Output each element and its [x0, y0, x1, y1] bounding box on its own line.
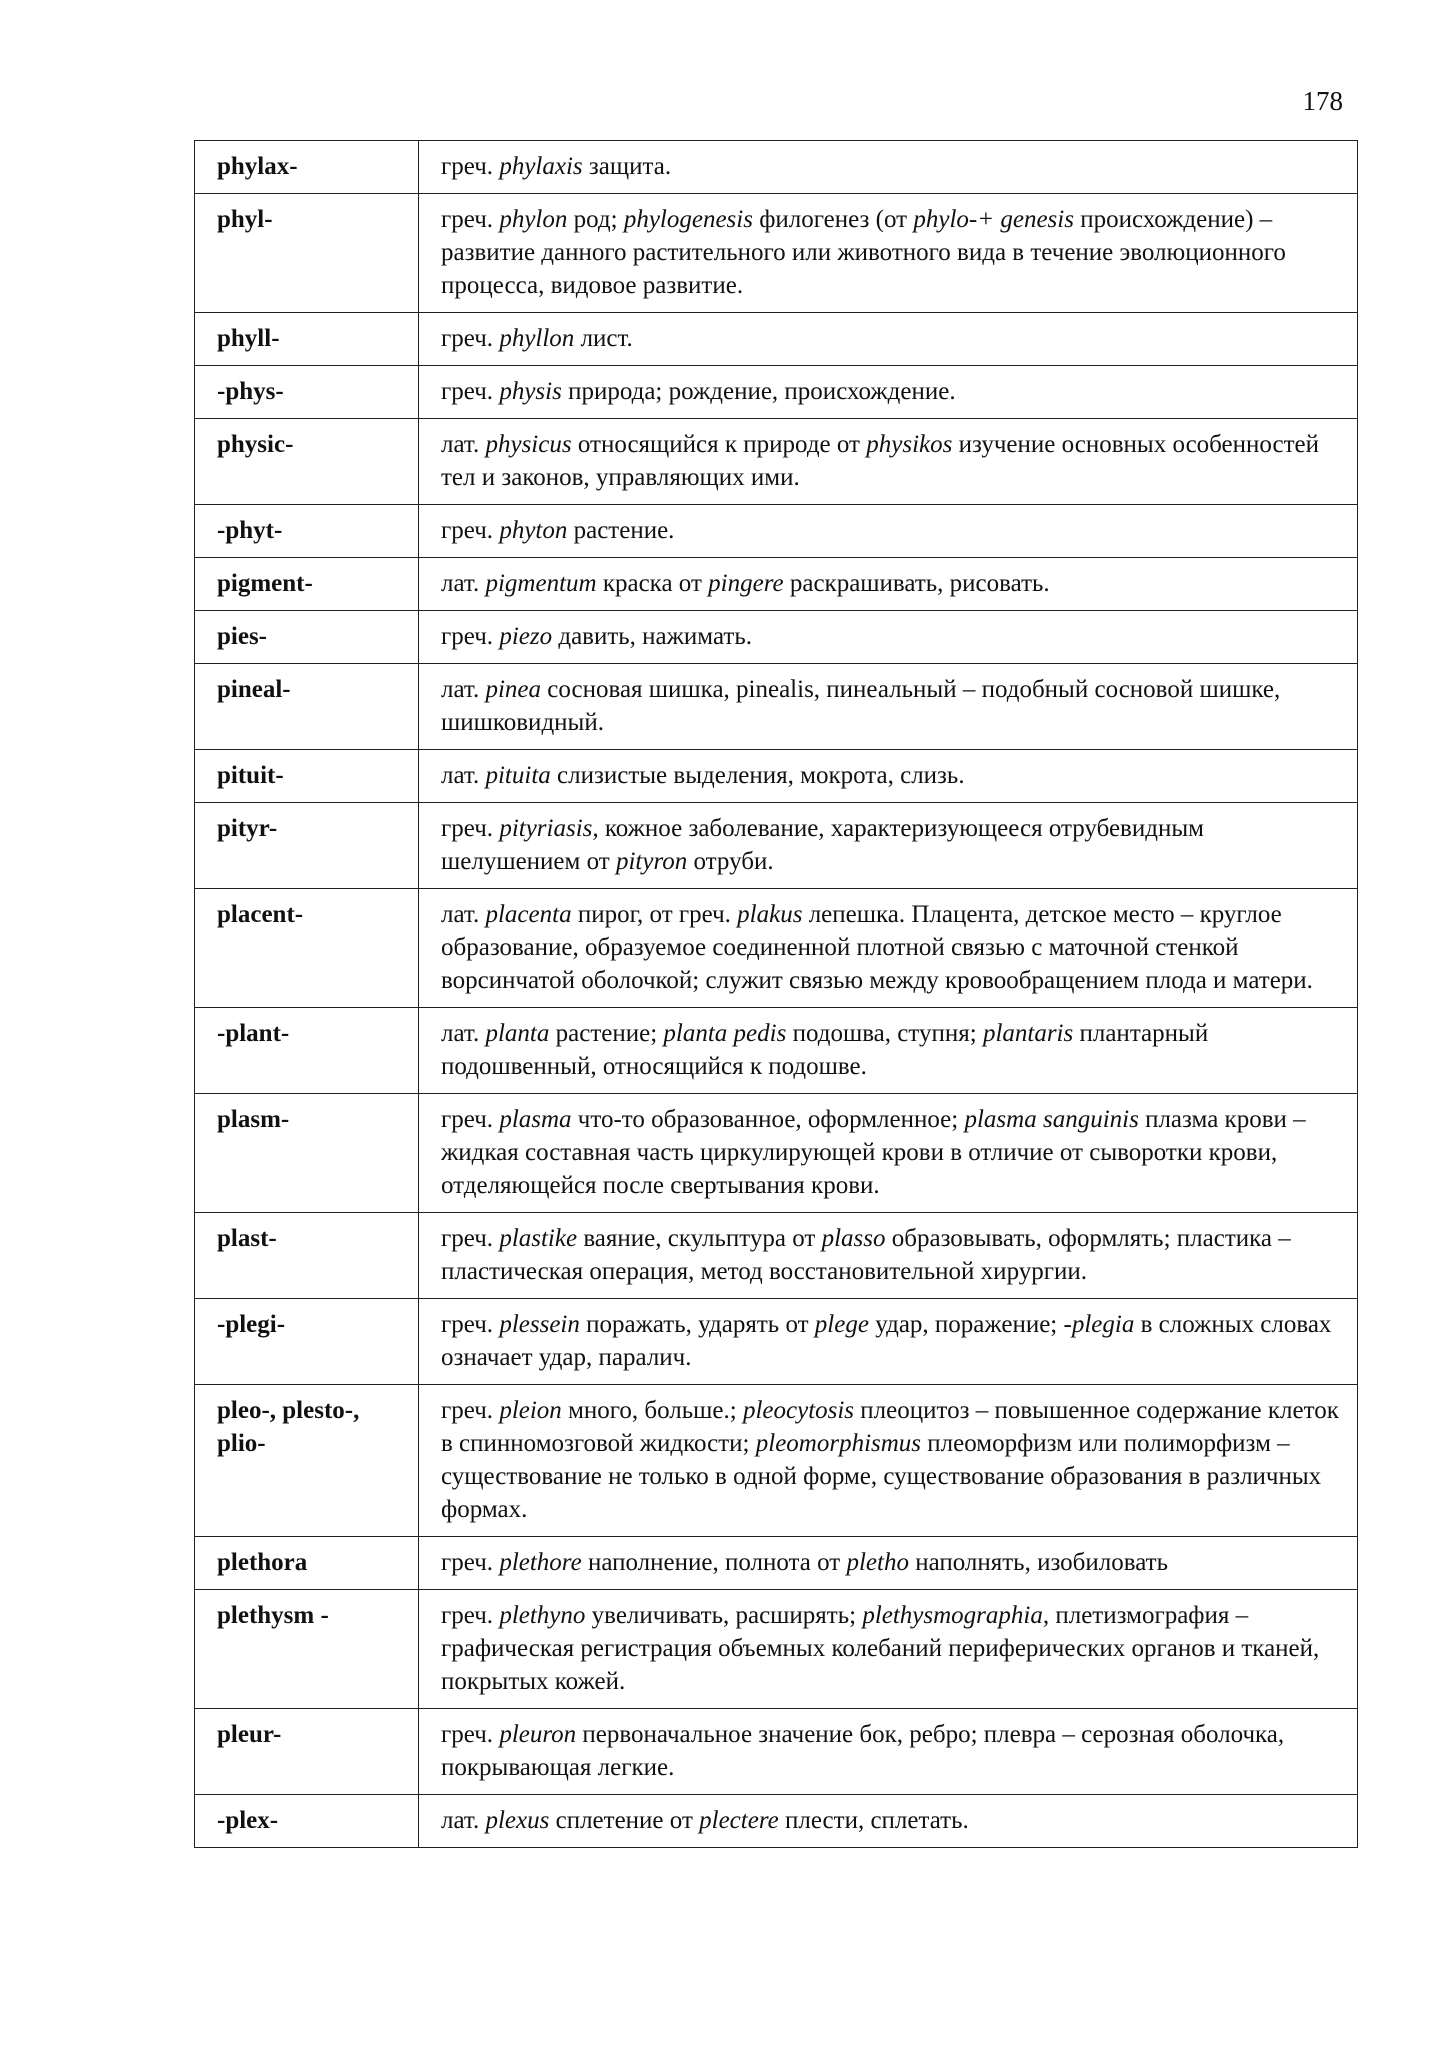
definition-text: род;	[567, 206, 624, 233]
italic-term: piezo	[499, 623, 553, 650]
term-cell: -plant-	[195, 1008, 419, 1094]
table-row	[195, 1590, 1358, 1709]
term-cell: plethysm -	[195, 1590, 419, 1709]
table-row	[195, 1709, 1358, 1795]
table-row	[195, 889, 1358, 1008]
definition-text: раскрашивать, рисовать.	[783, 570, 1050, 597]
italic-term: pigmentum	[485, 570, 597, 597]
table-row	[195, 366, 1358, 419]
table-row	[195, 1537, 1358, 1590]
italic-term: phylaxis	[499, 153, 583, 180]
definition-cell	[419, 366, 1358, 419]
definition-text: греч.	[441, 1549, 500, 1576]
table-row	[195, 664, 1358, 750]
term-cell: plast-	[195, 1213, 419, 1299]
italic-term: pleion	[499, 1397, 562, 1424]
definition-text: увеличивать, расширять;	[585, 1602, 863, 1629]
definition-text: плеоцитоз – повышенное содержание клеток в спинномозговой жидкости;	[441, 1397, 1339, 1457]
definition-text: давить, нажимать.	[552, 623, 752, 650]
table-row	[195, 750, 1358, 803]
term-cell: pituit-	[195, 750, 419, 803]
term-cell: phylax-	[195, 141, 419, 194]
term-cell: pityr-	[195, 803, 419, 889]
definition-text: изучение основных особенностей тел и законов, управляющих ими.	[441, 431, 1320, 491]
definition-text: много, больше.;	[561, 1397, 743, 1424]
table-row	[195, 803, 1358, 889]
definition-text: лист.	[574, 325, 633, 352]
term-cell: -plex-	[195, 1795, 419, 1848]
definition-text: подошва, ступня;	[786, 1020, 983, 1047]
definition-text: происхождение) – развитие данного растительного или животного вида в течение эволюционного процесса, видовое развитие.	[441, 206, 1286, 299]
definition-text: плантарный подошвенный, относящийся к подошве.	[441, 1020, 1209, 1080]
term-cell: phyll-	[195, 313, 419, 366]
definition-text: греч.	[441, 1397, 500, 1424]
definition-cell	[419, 1537, 1358, 1590]
italic-term: physikos	[866, 431, 953, 458]
italic-term: physis	[499, 378, 562, 405]
term-cell: placent-	[195, 889, 419, 1008]
definition-cell	[419, 419, 1358, 505]
table-row	[195, 1299, 1358, 1385]
term-cell: plethora	[195, 1537, 419, 1590]
definition-text: лепешка. Плацента, детское место – круглое образование, образуемое соединенной плотной связью с маточной стенкой ворсинчатой оболочкой; служит связью между кровообращением плода и матери.	[441, 901, 1313, 994]
definition-text: наполнение, полнота от	[581, 1549, 847, 1576]
definition-text: первоначальное значение бок, ребро; плевра – серозная оболочка, покрывающая легкие.	[441, 1721, 1285, 1781]
page-number: 178	[1302, 86, 1343, 116]
definition-text: филогенез (от	[752, 206, 914, 233]
term-cell: pies-	[195, 611, 419, 664]
term-cell: pigment-	[195, 558, 419, 611]
definition-text: греч.	[441, 815, 500, 842]
term-cell: -phys-	[195, 366, 419, 419]
italic-term: plakus	[737, 901, 803, 928]
definition-cell	[419, 664, 1358, 750]
definition-text: отруби.	[687, 848, 774, 875]
glossary-table	[194, 140, 1358, 1848]
italic-term: plantaris	[982, 1020, 1074, 1047]
table-row	[195, 141, 1358, 194]
table-row	[195, 611, 1358, 664]
definition-text: сплетение от	[549, 1807, 700, 1834]
definition-text: пирог, от греч.	[571, 901, 738, 928]
italic-term: pleomorphismus	[755, 1430, 922, 1457]
definition-text: греч.	[441, 378, 500, 405]
italic-term: plethyno	[499, 1602, 586, 1629]
italic-term: plethysmographia,	[862, 1602, 1050, 1629]
term-cell: pleo-, plesto-, plio-	[195, 1385, 419, 1537]
definition-text: наполнять, изобиловать	[908, 1549, 1169, 1576]
table-row	[195, 313, 1358, 366]
glossary-body	[195, 141, 1358, 1848]
italic-term: pleuron	[499, 1721, 577, 1748]
definition-text: греч.	[441, 1106, 500, 1133]
definition-text: лат.	[441, 676, 486, 703]
definition-text: лат.	[441, 901, 486, 928]
italic-term: pityron	[615, 848, 688, 875]
term-cell: physic-	[195, 419, 419, 505]
term-cell: -phyt-	[195, 505, 419, 558]
definition-cell	[419, 1709, 1358, 1795]
definition-cell	[419, 611, 1358, 664]
italic-term: plege	[814, 1311, 869, 1338]
definition-text: лат.	[441, 1020, 486, 1047]
term-cell: -plegi-	[195, 1299, 419, 1385]
definition-cell	[419, 194, 1358, 313]
definition-text: удар, поражение;	[868, 1311, 1064, 1338]
definition-cell	[419, 889, 1358, 1008]
definition-text: слизистые выделения, мокрота, слизь.	[550, 762, 965, 789]
definition-text: ваяние, скульптура от	[577, 1225, 822, 1252]
definition-cell	[419, 313, 1358, 366]
italic-term: pletho	[846, 1549, 909, 1576]
definition-cell	[419, 1008, 1358, 1094]
table-row	[195, 1094, 1358, 1213]
term-cell: plasm-	[195, 1094, 419, 1213]
italic-term: phyllon	[499, 325, 575, 352]
table-row	[195, 1795, 1358, 1848]
definition-text: образовывать, оформлять; пластика – пластическая операция, метод восстановительной хирургии.	[441, 1225, 1291, 1285]
definition-text: лат.	[441, 570, 486, 597]
term-cell: pleur-	[195, 1709, 419, 1795]
definition-text: защита.	[582, 153, 672, 180]
italic-term: plectere	[699, 1807, 779, 1834]
definition-cell	[419, 1590, 1358, 1709]
definition-text: лат.	[441, 762, 486, 789]
italic-term: plethore	[499, 1549, 582, 1576]
definition-text: греч.	[441, 206, 500, 233]
italic-term: plasso	[821, 1225, 886, 1252]
italic-term: pityriasis,	[499, 815, 599, 842]
term-cell: phyl-	[195, 194, 419, 313]
definition-cell	[419, 1385, 1358, 1537]
definition-text: греч.	[441, 623, 500, 650]
definition-text: плазма крови – жидкая составная часть циркулирующей крови в отличие от сыворотки крови, отделяющейся после свертывания крови.	[441, 1106, 1306, 1199]
table-row	[195, 1008, 1358, 1094]
italic-term: plexus	[485, 1807, 550, 1834]
table-row	[195, 1213, 1358, 1299]
italic-term: planta	[485, 1020, 550, 1047]
italic-term: phylo-+ genesis	[913, 206, 1074, 233]
italic-term: placenta	[485, 901, 572, 928]
italic-term: plasma	[499, 1106, 572, 1133]
definition-cell	[419, 750, 1358, 803]
italic-term: -plegia	[1063, 1311, 1135, 1338]
table-row	[195, 505, 1358, 558]
definition-text: поражать, ударять от	[579, 1311, 815, 1338]
definition-text: греч.	[441, 517, 500, 544]
definition-text: природа; рождение, происхождение.	[561, 378, 956, 405]
italic-term: plastike	[499, 1225, 578, 1252]
definition-text: в сложных словах означает удар, паралич.	[441, 1311, 1332, 1371]
definition-text: кожное заболевание, характеризующееся отрубевидным шелушением от	[441, 815, 1204, 875]
italic-term: phyton	[499, 517, 568, 544]
definition-cell	[419, 803, 1358, 889]
definition-text: греч.	[441, 1225, 500, 1252]
definition-text: греч.	[441, 325, 500, 352]
italic-term: pleocytosis	[742, 1397, 855, 1424]
definition-text: относящийся к природе от	[571, 431, 867, 458]
italic-term: pinea	[485, 676, 542, 703]
definition-cell	[419, 1213, 1358, 1299]
definition-text: краска от	[596, 570, 709, 597]
definition-text: греч.	[441, 153, 500, 180]
italic-term: physicus	[485, 431, 572, 458]
table-row	[195, 558, 1358, 611]
italic-term: plasma sanguinis	[964, 1106, 1139, 1133]
definition-text: плетизмография – графическая регистрация объемных колебаний периферических органов и тканей, покрытых кожей.	[441, 1602, 1320, 1695]
definition-cell	[419, 141, 1358, 194]
italic-term: phylon	[499, 206, 568, 233]
definition-text: греч.	[441, 1721, 500, 1748]
definition-cell	[419, 1795, 1358, 1848]
term-cell: pineal-	[195, 664, 419, 750]
definition-cell	[419, 1299, 1358, 1385]
definition-text: сосновая шишка, pinealis, пинеальный – подобный сосновой шишке, шишковидный.	[441, 676, 1281, 736]
definition-text: что-то образованное, оформленное;	[571, 1106, 965, 1133]
definition-text: лат.	[441, 431, 486, 458]
italic-term: phylogenesis	[623, 206, 753, 233]
definition-cell	[419, 505, 1358, 558]
italic-term: plessein	[499, 1311, 580, 1338]
definition-text: плести, сплетать.	[778, 1807, 969, 1834]
definition-text: греч.	[441, 1602, 500, 1629]
italic-term: pingere	[708, 570, 784, 597]
table-row	[195, 194, 1358, 313]
italic-term: pituita	[485, 762, 551, 789]
definition-cell	[419, 558, 1358, 611]
definition-cell	[419, 1094, 1358, 1213]
definition-text: плеоморфизм или полиморфизм – существование не только в одной форме, существование образования в различных формах.	[441, 1430, 1322, 1523]
definition-text: растение.	[567, 517, 675, 544]
definition-text: лат.	[441, 1807, 486, 1834]
definition-text: греч.	[441, 1311, 500, 1338]
table-row	[195, 419, 1358, 505]
italic-term: planta pedis	[663, 1020, 787, 1047]
table-row	[195, 1385, 1358, 1537]
definition-text: растение;	[549, 1020, 664, 1047]
